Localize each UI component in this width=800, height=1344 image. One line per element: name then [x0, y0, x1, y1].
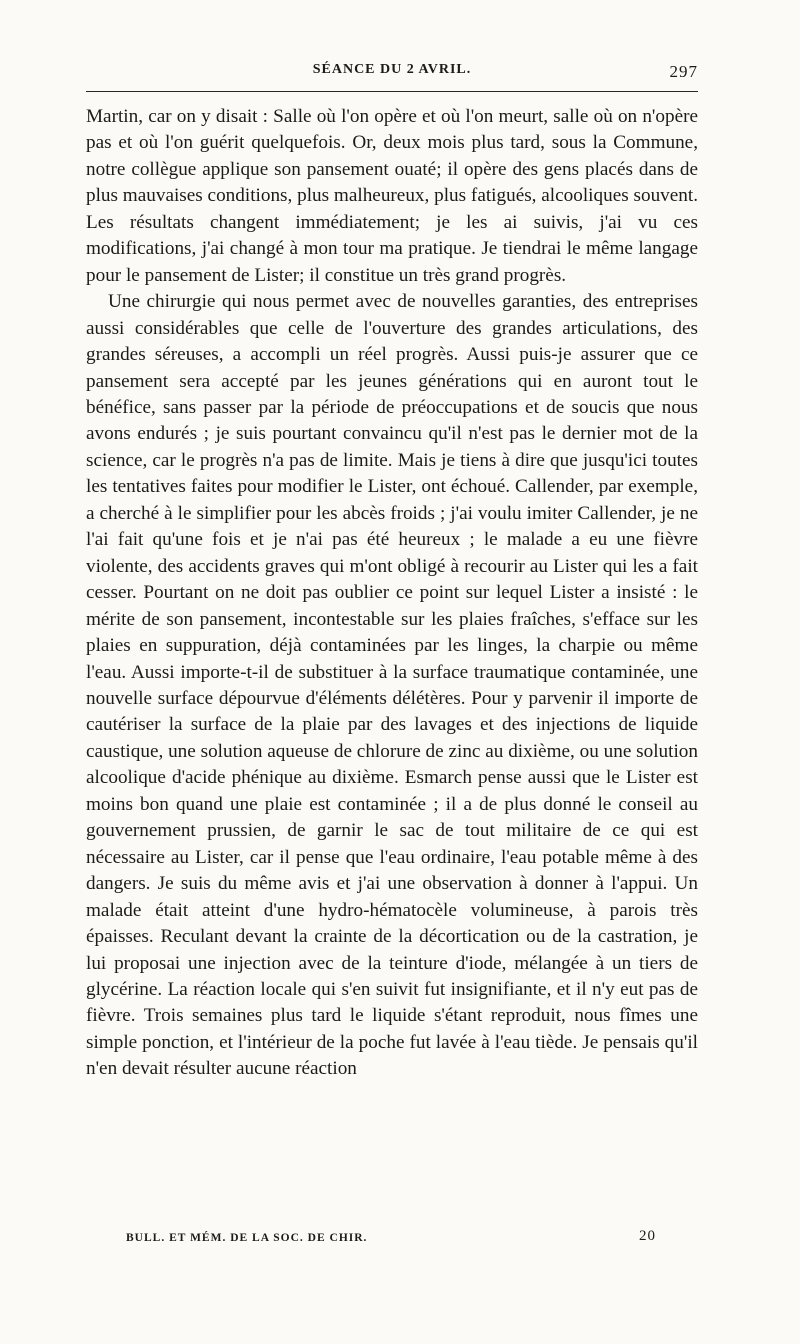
- book-page: [86, 0, 698, 1344]
- running-head: [86, 62, 698, 84]
- body-text: [86, 104, 698, 1083]
- paragraph-continued: Martin, car on y disait : Salle où l'on opère et où l'on meurt, salle où on n'opère pas et où l'on guérit quelquefois. Or, deux mois plus tard, sous la Commune, notre collègue applique son pansement ouaté; il opère des gens placés dans de plus mauvaises conditions, plus malheureux, plus fatigués, alcooliques souvent. Les résultats changent immédiatement; je les ai suivis, j'ai vu ces modifications, j'ai changé à mon tour ma pratique. Je tiendrai le même langage pour le pansement de Lister; il constitue un très grand progrès.: [86, 106, 698, 286]
- running-title: SÉANCE DU 2 AVRIL.: [312, 62, 472, 77]
- signature-mark: 20: [639, 1228, 656, 1244]
- page-number: 297: [669, 62, 698, 81]
- paragraph: Une chirurgie qui nous permet avec de nouvelles garanties, des entreprises aussi considérables que celle de l'ouverture des grandes articulations, des grandes séreuses, a accompli un réel progrès. Aussi puis-je assurer que ce pansement sera accepté par les jeunes générations qui en auront tout le bénéfice, sans passer par la période de préoccupations et de soucis que nous avons endurés ; je suis pourtant convaincu qu'il n'est pas le dernier mot de la science, car le progrès n'a pas de limite. Mais je tiens à dire que jusqu'ici toutes les tentatives faites pour modifier le Lister, ont échoué. Callender, par exemple, a cherché à le simplifier pour les abcès froids ; j'ai voulu imiter Callender, je ne l'ai fait qu'une fois et je n'ai pas été heureux ; le malade a eu une fièvre violente, des accidents graves qui m'ont obligé à recourir au Lister qui les a fait cesser. Pourtant on ne doit pas oublier ce point sur lequel Lister a insisté : le mérite de son pansement, incontestable sur les plaies fraîches, s'efface sur les plaies en suppuration, déjà contaminées par les linges, la charpie ou même l'eau. Aussi importe-t-il de substituer à la surface traumatique contaminée, une nouvelle surface dépourvue d'éléments délétères. Pour y parvenir il importe de cautériser la surface de la plaie par des lavages et des injections de liquide caustique, une solution aqueuse de chlorure de zinc au dixième, ou une solution alcoolique d'acide phénique au dixième. Esmarch pense aussi que le Lister est moins bon quand une plaie est contaminée ; il a de plus donné le conseil au gouvernement prussien, de garnir le sac de tout militaire de ce qui est nécessaire au Lister, car il pense que l'eau ordinaire, l'eau potable même à des dangers. Je suis du même avis et j'ai une observation à donner à l'appui. Un malade était atteint d'une hydro-hématocèle volumineuse, à parois très épaisses. Reculant devant la crainte de la décortication ou de la castration, je lui proposai une injection avec de la teinture d'iode, mélangée à un tiers de glycérine. La réaction locale qui s'en suivit fut insignifiante, et il n'y eut pas de fièvre. Trois semaines plus tard le liquide s'étant reproduit, nous fîmes une simple ponction, et l'intérieur de la poche fut lavée à l'eau tiède. Je pensais qu'il n'en devait résulter aucune réaction: [86, 291, 698, 1080]
- page-footer: [86, 1228, 698, 1250]
- header-rule: [86, 91, 698, 92]
- publication-footer: BULL. ET MÉM. DE LA SOC. DE CHIR.: [126, 1232, 368, 1244]
